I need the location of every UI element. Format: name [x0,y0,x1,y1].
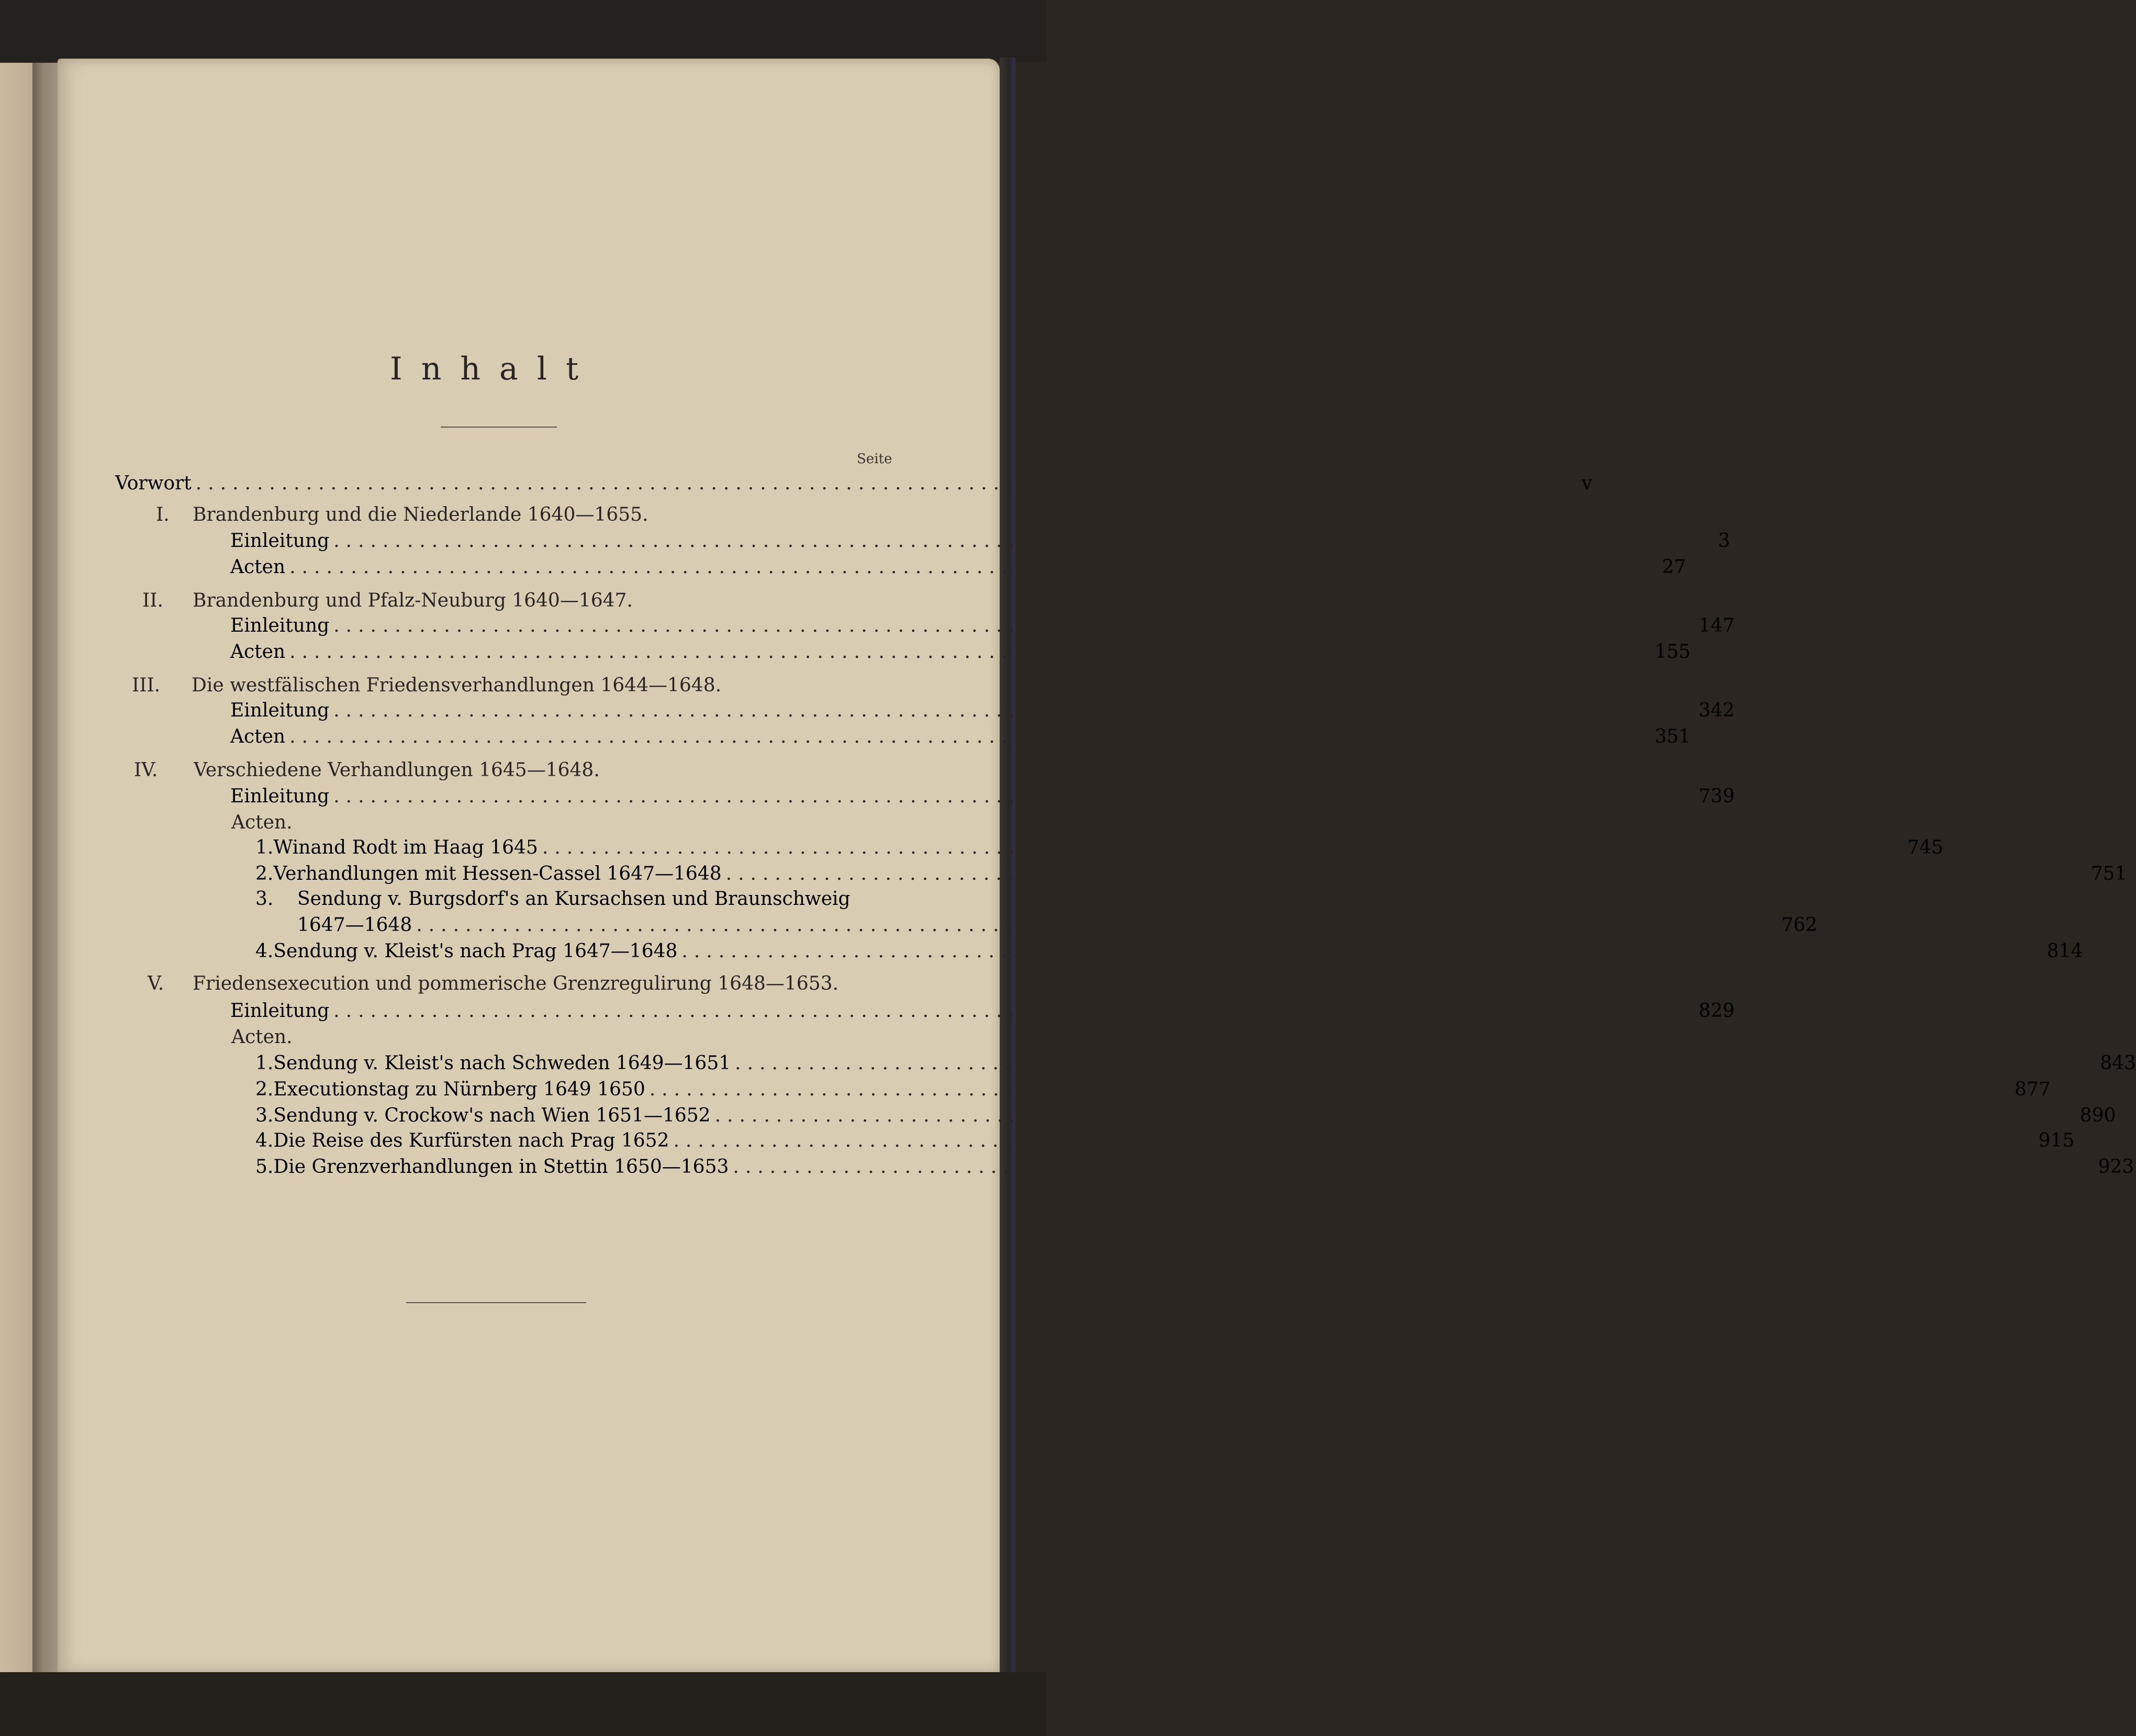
page-number: 751 [2090,863,2127,884]
item-number: 4. [255,940,274,962]
dot-leader: ............................................................................................................... [289,556,1652,578]
dot-leader: ............................................................................................................... [735,1052,2097,1074]
toc-label: Einleitung [230,1000,330,1022]
toc-row-vorwort [115,472,1592,495]
toc-label: Sendung v. Burgsdorf's an Kursachsen und Braunschweig [297,888,851,910]
section-number: I. [156,504,170,525]
page-number: 739 [1698,786,1735,807]
dot-leader: ............................................................................................................... [289,726,1652,747]
toc-label: Acten [230,556,286,578]
toc-row-item [255,1129,2075,1152]
toc-label: Acten [230,641,286,663]
toc-row-item [255,1104,2116,1127]
toc-label: Verhandlungen mit Hessen-Cassel 1647—1648 [273,863,722,884]
item-number: 1. [255,837,274,858]
page-number: v [1581,473,1592,494]
dot-leader: ............................................................................................................... [681,940,2044,962]
page-number: 155 [1654,641,1691,663]
column-header-seite: Seite [857,451,892,467]
dot-leader: ............................................................................................................... [542,837,1905,858]
page-number: 3 [1718,530,1730,552]
section-title: Verschiedene Verhandlungen 1645—1648. [194,759,600,781]
acten-heading: Acten. [231,812,293,833]
toc-label: Executionstag zu Nürnberg 1649 1650 [273,1079,645,1100]
dot-leader: ............................................................................................................... [416,914,1779,936]
toc-label: Einleitung [230,786,330,807]
dot-leader: ............................................................................................................... [333,615,1696,636]
toc-label: Einleitung [230,615,330,636]
page-number: 890 [2079,1105,2116,1126]
section-title: Brandenburg und Pfalz-Neuburg 1640—1647. [193,590,633,611]
page-number: 342 [1698,700,1735,721]
item-number: 5. [255,1156,274,1178]
dot-leader: ............................................................................................................... [333,700,1696,721]
scanner-background-top [0,0,1047,62]
toc-label: Acten [230,726,286,747]
acten-heading: Acten. [231,1026,293,1048]
end-rule [406,1302,586,1303]
section-number: IV. [134,759,158,781]
item-number: 1. [255,1052,274,1074]
toc-row-acten [230,641,1691,664]
page-number: 915 [2038,1130,2075,1151]
dot-leader: ............................................................................................................... [333,530,1696,552]
section-number: II. [142,590,163,611]
page-number: 923 [2098,1156,2134,1178]
page-title: Inhalt [390,351,598,387]
toc-row-acten [230,556,1686,579]
dot-leader: ............................................................................................................... [333,786,1696,807]
dot-leader: ............................................................................................................... [333,1000,1696,1022]
dot-leader: ............................................................................................................... [673,1130,2036,1151]
toc-label: Sendung v. Kleist's nach Schweden 1649—1651 [273,1052,731,1074]
section-number: III. [132,675,161,696]
toc-label: Sendung v. Kleist's nach Prag 1647—1648 [273,940,678,962]
page-number: 351 [1654,726,1691,747]
item-number: 3. [255,1105,274,1126]
toc-row-item [255,863,2127,886]
toc-row-item [255,1078,2051,1101]
toc-row-einleitung [230,785,1735,808]
toc-row-item-continuation [297,914,1818,937]
toc-row-acten [230,725,1691,748]
dot-leader: ............................................................................................................... [649,1079,2011,1100]
title-rule [441,427,557,428]
toc-row-item [255,836,1943,859]
dot-leader: ............................................................................................................... [195,473,1558,494]
toc-label: Die Reise des Kurfürsten nach Prag 1652 [273,1130,669,1151]
toc-label: Die Grenzverhandlungen in Stettin 1650—1653 [273,1156,729,1178]
toc-row-item [255,1052,2136,1075]
section-number: V. [148,973,164,994]
toc-row-item [255,1156,2134,1179]
page-number: 814 [2046,940,2083,962]
toc-row-einleitung [230,530,1730,553]
toc-label: 1647—1648 [297,914,412,936]
item-number: 4. [255,1130,274,1151]
page-number: 843 [2100,1052,2136,1074]
dot-leader: ............................................................................................................... [733,1156,2095,1178]
page-number: 829 [1698,1000,1735,1022]
dot-leader: ............................................................................................................... [289,641,1652,663]
toc-row-item [255,940,2083,963]
dot-leader: ............................................................................................................... [725,863,2088,884]
toc-label: Einleitung [230,700,330,721]
toc-label: Sendung v. Crockow's nach Wien 1651—1652 [273,1105,711,1126]
facing-page-edge [0,63,32,1675]
toc-row-item [255,888,892,911]
item-number: 3. [255,888,274,910]
section-title: Die westfälischen Friedensverhandlungen 1644—1648. [192,675,722,696]
item-number: 2. [255,1079,274,1100]
toc-label: Vorwort [115,473,192,494]
book-gutter [32,63,59,1675]
scanner-background-bottom [0,1672,1047,1736]
toc-row-einleitung [230,1000,1735,1023]
toc-label: Winand Rodt im Haag 1645 [273,837,538,858]
page-number: 762 [1781,914,1818,936]
page-number: 745 [1907,837,1943,858]
dot-leader: ............................................................................................................... [714,1105,2077,1126]
page-number: 27 [1662,556,1686,578]
page-number: 147 [1698,615,1735,636]
section-title: Friedensexecution und pommerische Grenzregulirung 1648—1653. [193,973,838,994]
toc-label: Einleitung [230,530,330,552]
toc-row-einleitung [230,614,1735,637]
section-title: Brandenburg und die Niederlande 1640—1655. [193,504,648,525]
toc-row-einleitung [230,699,1735,722]
page-number: 877 [2014,1079,2051,1100]
item-number: 2. [255,863,274,884]
